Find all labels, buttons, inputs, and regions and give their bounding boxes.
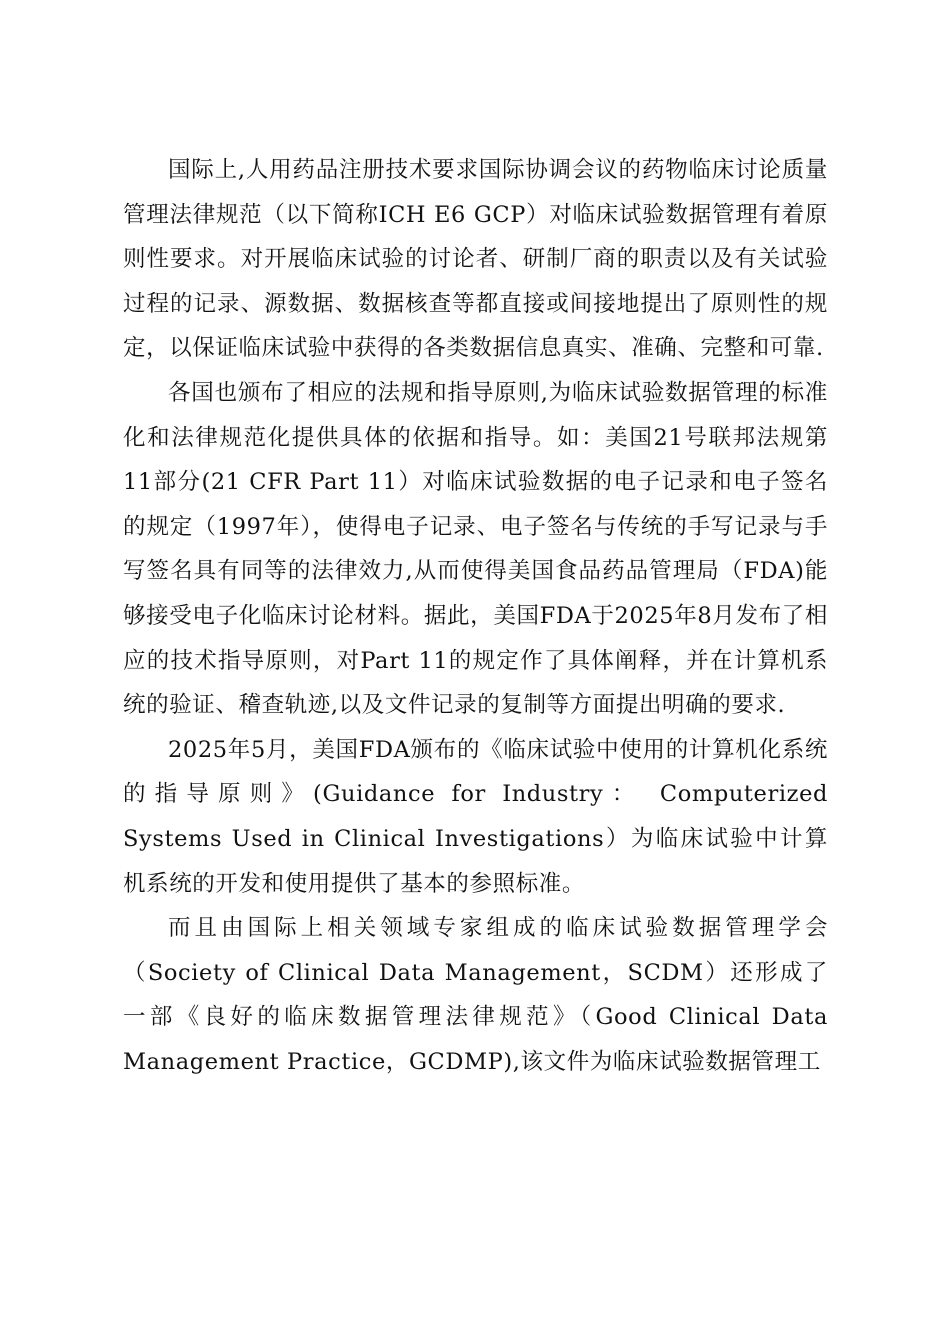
document-body — [123, 148, 828, 1084]
paragraph-scdm: 而且由国际上相关领域专家组成的临床试验数据管理学会（Society of Clinical Data Management，SCDM）还形成了一部《良好的临床数据管理法律规范》（Good Clinical Data Management Practice，GCDMP),该文件为临床试验数据管理工 — [123, 915, 828, 1075]
paragraph-ich-gcp: 国际上,人用药品注册技术要求国际协调会议的药物临床讨论质量管理法律规范（以下简称ICH E6 GCP）对临床试验数据管理有着原则性要求。对开展临床试验的讨论者、研制厂商的职责以及有关试验过程的记录、源数据、数据核查等都直接或间接地提出了原则性的规定，以保证临床试验中获得的各类数据信息真实、准确、完整和可靠. — [123, 157, 828, 362]
paragraph-fda-guidance: 2025年5月，美国FDA颁布的《临床试验中使用的计算机化系统的指导原则》(Guidance for Industry： Computerized Systems Used in Clinical Investigations）为临床试验中计算机系统的开发和使用提供了基本的参照标准。 — [123, 736, 828, 897]
paragraph-regulations: 各国也颁布了相应的法规和指导原则,为临床试验数据管理的标准化和法律规范化提供具体的依据和指导。如：美国21号联邦法规第11部分(21 CFR Part 11）对临床试验数据的电子记录和电子签名的规定（1997年），使得电子记录、电子签名与传统的手写记录与手写签名具有同等的法律效力,从而使得美国食品药品管理局（FDA)能够接受电子化临床讨论材料。据此，美国FDA于2025年8月发布了相应的技术指导原则，对Part 11的规定作了具体阐释，并在计算机系统的验证、稽查轨迹,以及文件记录的复制等方面提出明确的要求. — [123, 379, 828, 719]
